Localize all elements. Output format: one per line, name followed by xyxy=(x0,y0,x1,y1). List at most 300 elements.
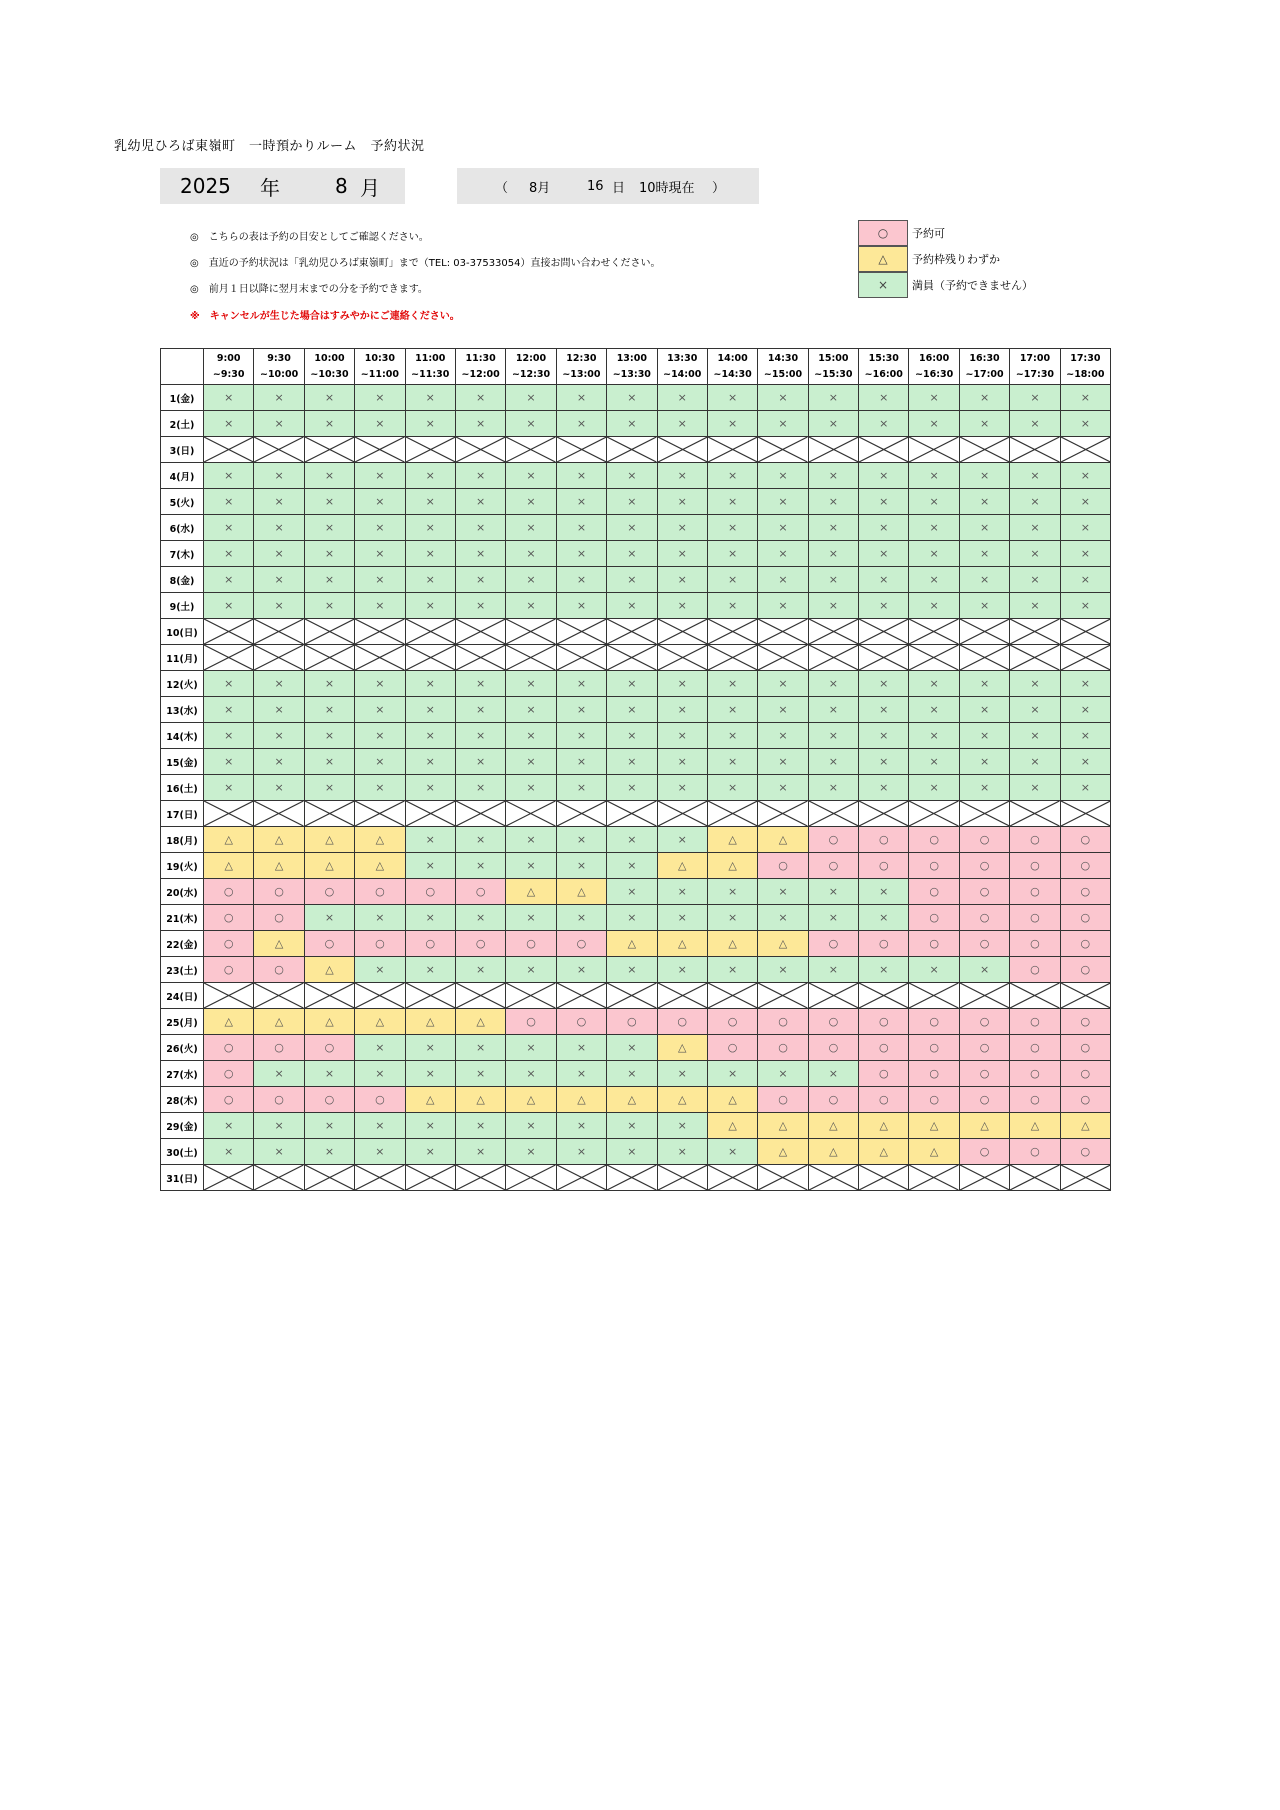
status-cell: × xyxy=(1060,775,1110,801)
day-label: 9(土) xyxy=(161,593,204,619)
status-cell: × xyxy=(707,1061,757,1087)
status-cell: × xyxy=(1060,723,1110,749)
closed-cell xyxy=(405,645,455,671)
status-cell: × xyxy=(909,567,959,593)
status-cell: × xyxy=(859,905,909,931)
status-cell: △ xyxy=(506,1087,556,1113)
status-cell: × xyxy=(355,905,405,931)
status-cell: ○ xyxy=(909,827,959,853)
status-cell: × xyxy=(859,593,909,619)
status-cell: × xyxy=(506,1035,556,1061)
status-cell: × xyxy=(455,905,505,931)
status-cell: × xyxy=(657,1061,707,1087)
closed-cross-icon xyxy=(859,1165,908,1190)
status-cell: × xyxy=(204,1139,254,1165)
as-of-time: 10時現在 xyxy=(639,180,695,196)
status-cell: × xyxy=(455,671,505,697)
status-cell: ○ xyxy=(859,853,909,879)
status-cell: × xyxy=(455,723,505,749)
closed-cell xyxy=(909,437,959,463)
status-cell: × xyxy=(808,671,858,697)
reservation-table xyxy=(160,348,1111,1191)
status-cell: × xyxy=(1060,541,1110,567)
status-cell: × xyxy=(405,567,455,593)
status-cell: × xyxy=(859,697,909,723)
closed-cell xyxy=(707,1165,757,1191)
table-row xyxy=(161,515,1111,541)
day-label: 17(日) xyxy=(161,801,204,827)
closed-cross-icon xyxy=(254,1165,303,1190)
status-cell: × xyxy=(707,411,757,437)
status-cell: × xyxy=(707,879,757,905)
status-cell: × xyxy=(657,905,707,931)
status-cell: × xyxy=(304,1113,354,1139)
status-cell: × xyxy=(707,749,757,775)
closed-cross-icon xyxy=(658,1165,707,1190)
page-title: 乳幼児ひろば東嶺町 一時預かりルーム 予約状況 xyxy=(114,139,425,154)
status-cell: × xyxy=(556,515,606,541)
status-cell: △ xyxy=(758,1139,808,1165)
status-cell: ○ xyxy=(1010,905,1060,931)
status-cell: × xyxy=(254,541,304,567)
closed-cell xyxy=(355,1165,405,1191)
status-cell: × xyxy=(304,671,354,697)
closed-cross-icon xyxy=(355,619,404,644)
status-cell: ○ xyxy=(808,1009,858,1035)
closed-cross-icon xyxy=(960,437,1009,462)
status-cell: × xyxy=(556,957,606,983)
closed-cell xyxy=(304,619,354,645)
status-cell: × xyxy=(758,775,808,801)
status-cell: × xyxy=(455,541,505,567)
day-label: 18(月) xyxy=(161,827,204,853)
status-cell: ○ xyxy=(1060,931,1110,957)
status-cell: × xyxy=(304,723,354,749)
status-cell: ○ xyxy=(506,1009,556,1035)
closed-cell xyxy=(204,645,254,671)
status-cell: △ xyxy=(506,879,556,905)
status-cell: ○ xyxy=(1010,827,1060,853)
status-cell: △ xyxy=(304,1009,354,1035)
slot-start: 12:00 xyxy=(515,352,547,364)
status-cell: × xyxy=(959,515,1009,541)
status-cell: × xyxy=(556,567,606,593)
status-cell: × xyxy=(909,515,959,541)
status-cell: ○ xyxy=(959,905,1009,931)
status-cell: × xyxy=(506,723,556,749)
closed-cross-icon xyxy=(557,645,606,670)
slot-end: ~17:00 xyxy=(965,368,1004,380)
closed-cell xyxy=(859,619,909,645)
status-cell: × xyxy=(506,957,556,983)
status-cell: △ xyxy=(707,1087,757,1113)
status-cell: × xyxy=(959,749,1009,775)
status-cell: ○ xyxy=(959,1009,1009,1035)
closed-cross-icon xyxy=(406,801,455,826)
closed-cell xyxy=(405,437,455,463)
status-cell: × xyxy=(355,697,405,723)
status-cell: × xyxy=(506,905,556,931)
closed-cell xyxy=(808,619,858,645)
closed-cross-icon xyxy=(204,645,253,670)
status-cell: × xyxy=(959,463,1009,489)
table-row xyxy=(161,957,1111,983)
status-cell: × xyxy=(455,385,505,411)
closed-cell xyxy=(254,645,304,671)
status-cell: ○ xyxy=(1010,879,1060,905)
closed-cross-icon xyxy=(658,619,707,644)
table-row xyxy=(161,983,1111,1009)
status-cell: × xyxy=(808,1061,858,1087)
status-cell: ○ xyxy=(304,879,354,905)
status-cell: △ xyxy=(1010,1113,1060,1139)
status-cell: ○ xyxy=(909,1087,959,1113)
slot-start: 12:30 xyxy=(566,352,597,364)
day-label: 26(火) xyxy=(161,1035,204,1061)
status-cell: ○ xyxy=(1060,957,1110,983)
legend-label-few: 予約枠残りわずか xyxy=(912,253,1000,266)
closed-cell xyxy=(607,645,657,671)
status-cell: △ xyxy=(304,827,354,853)
status-cell: × xyxy=(355,1139,405,1165)
closed-cross-icon xyxy=(909,619,958,644)
status-cell: × xyxy=(909,957,959,983)
status-cell: △ xyxy=(355,827,405,853)
status-cell: × xyxy=(1010,749,1060,775)
day-label: 14(木) xyxy=(161,723,204,749)
status-cell: △ xyxy=(204,1009,254,1035)
status-cell: × xyxy=(556,411,606,437)
day-label: 10(日) xyxy=(161,619,204,645)
status-cell: × xyxy=(859,879,909,905)
status-cell: × xyxy=(355,515,405,541)
status-cell: × xyxy=(204,411,254,437)
closed-cell xyxy=(707,801,757,827)
status-cell: × xyxy=(657,879,707,905)
status-cell: × xyxy=(405,749,455,775)
closed-cell xyxy=(607,801,657,827)
closed-cross-icon xyxy=(708,619,757,644)
slot-header xyxy=(657,349,707,385)
status-cell: × xyxy=(657,567,707,593)
closed-cross-icon xyxy=(204,1165,253,1190)
status-cell: × xyxy=(405,827,455,853)
status-cell: × xyxy=(556,697,606,723)
status-cell: × xyxy=(959,593,1009,619)
status-cell: △ xyxy=(758,931,808,957)
status-cell: × xyxy=(254,671,304,697)
closed-cell xyxy=(304,645,354,671)
status-cell: ○ xyxy=(1060,905,1110,931)
status-cell: × xyxy=(859,957,909,983)
status-cell: × xyxy=(707,567,757,593)
status-cell: ○ xyxy=(1010,957,1060,983)
status-cell: × xyxy=(405,593,455,619)
closed-cross-icon xyxy=(506,619,555,644)
status-cell: ○ xyxy=(455,931,505,957)
closed-cell xyxy=(506,983,556,1009)
status-cell: × xyxy=(556,541,606,567)
slot-start: 15:00 xyxy=(818,352,849,364)
status-cell: △ xyxy=(405,1087,455,1113)
status-cell: × xyxy=(254,1061,304,1087)
status-cell: × xyxy=(355,593,405,619)
status-cell: × xyxy=(506,411,556,437)
closed-cross-icon xyxy=(758,983,807,1008)
closed-cross-icon xyxy=(254,619,303,644)
closed-cell xyxy=(506,1165,556,1191)
status-cell: ○ xyxy=(254,1087,304,1113)
status-cell: × xyxy=(1060,463,1110,489)
status-cell: ○ xyxy=(1060,1061,1110,1087)
status-cell: ○ xyxy=(859,1061,909,1087)
closed-cross-icon xyxy=(406,645,455,670)
closed-cross-icon xyxy=(960,1165,1009,1190)
closed-cross-icon xyxy=(859,619,908,644)
status-cell: ○ xyxy=(959,1139,1009,1165)
status-cell: △ xyxy=(657,931,707,957)
status-cell: × xyxy=(304,775,354,801)
status-cell: × xyxy=(405,385,455,411)
status-cell: × xyxy=(355,463,405,489)
status-cell: × xyxy=(405,905,455,931)
status-cell: × xyxy=(859,411,909,437)
closed-cross-icon xyxy=(809,1165,858,1190)
status-cell: × xyxy=(959,671,1009,697)
closed-cross-icon xyxy=(607,645,656,670)
status-cell: × xyxy=(1060,697,1110,723)
status-cell: × xyxy=(455,567,505,593)
status-cell: × xyxy=(758,515,808,541)
status-cell: × xyxy=(455,749,505,775)
table-row xyxy=(161,645,1111,671)
status-cell: × xyxy=(1060,671,1110,697)
slot-header xyxy=(607,349,657,385)
slot-end: ~12:30 xyxy=(511,368,551,380)
closed-cell xyxy=(254,801,304,827)
closed-cross-icon xyxy=(254,645,303,670)
status-cell: × xyxy=(657,411,707,437)
status-cell: × xyxy=(355,671,405,697)
status-cell: × xyxy=(808,957,858,983)
closed-cross-icon xyxy=(658,437,707,462)
closed-cell xyxy=(304,437,354,463)
status-cell: × xyxy=(556,853,606,879)
status-cell: △ xyxy=(304,957,354,983)
status-cell: × xyxy=(859,749,909,775)
status-cell: × xyxy=(455,463,505,489)
status-cell: △ xyxy=(707,853,757,879)
day-label: 21(木) xyxy=(161,905,204,931)
status-cell: × xyxy=(355,749,405,775)
status-cell: × xyxy=(304,905,354,931)
closed-cell xyxy=(607,619,657,645)
status-cell: ○ xyxy=(204,931,254,957)
status-cell: × xyxy=(859,567,909,593)
status-cell: × xyxy=(556,463,606,489)
status-cell: △ xyxy=(758,827,808,853)
closed-cross-icon xyxy=(859,983,908,1008)
status-cell: × xyxy=(405,1139,455,1165)
day-label: 22(金) xyxy=(161,931,204,957)
status-cell: ○ xyxy=(355,1087,405,1113)
status-cell: × xyxy=(304,1139,354,1165)
slot-header xyxy=(1010,349,1060,385)
status-cell: ○ xyxy=(355,879,405,905)
closed-cell xyxy=(556,801,606,827)
closed-cross-icon xyxy=(506,645,555,670)
status-cell: ○ xyxy=(1010,1061,1060,1087)
status-cell: ○ xyxy=(455,879,505,905)
status-cell: △ xyxy=(607,1087,657,1113)
month-unit: 月 xyxy=(360,175,380,200)
slot-start: 16:30 xyxy=(969,352,1000,364)
table-row xyxy=(161,931,1111,957)
status-cell: × xyxy=(959,411,1009,437)
closed-cell xyxy=(556,1165,606,1191)
as-of-box xyxy=(457,168,759,204)
table-row xyxy=(161,619,1111,645)
slot-header xyxy=(304,349,354,385)
day-label: 31(日) xyxy=(161,1165,204,1191)
closed-cell xyxy=(455,801,505,827)
status-cell: × xyxy=(808,723,858,749)
status-cell: × xyxy=(355,411,405,437)
note-cancel-warning: ※ キャンセルが生じた場合はすみやかにご連絡ください。 xyxy=(190,311,460,322)
status-cell: × xyxy=(506,671,556,697)
status-cell: △ xyxy=(707,1113,757,1139)
status-cell: × xyxy=(556,905,606,931)
status-cell: × xyxy=(405,541,455,567)
status-cell: × xyxy=(607,1139,657,1165)
status-cell: × xyxy=(405,515,455,541)
status-cell: × xyxy=(607,489,657,515)
status-cell: × xyxy=(304,593,354,619)
closed-cell xyxy=(758,1165,808,1191)
closed-cell xyxy=(758,645,808,671)
status-cell: × xyxy=(607,749,657,775)
status-cell: × xyxy=(556,489,606,515)
day-label: 5(火) xyxy=(161,489,204,515)
day-label: 24(日) xyxy=(161,983,204,1009)
closed-cell xyxy=(959,983,1009,1009)
slot-header xyxy=(556,349,606,385)
closed-cross-icon xyxy=(859,645,908,670)
status-cell: △ xyxy=(455,1087,505,1113)
closed-cross-icon xyxy=(456,645,505,670)
status-cell: × xyxy=(657,489,707,515)
status-cell: ○ xyxy=(1060,1009,1110,1035)
status-cell: × xyxy=(909,593,959,619)
status-cell: × xyxy=(204,697,254,723)
status-cell: ○ xyxy=(1010,1139,1060,1165)
status-cell: × xyxy=(808,593,858,619)
closed-cell xyxy=(707,619,757,645)
status-cell: ○ xyxy=(204,1061,254,1087)
status-cell: ○ xyxy=(808,827,858,853)
closed-cell xyxy=(506,645,556,671)
closed-cell xyxy=(909,619,959,645)
status-cell: △ xyxy=(455,1009,505,1035)
closed-cell xyxy=(909,983,959,1009)
closed-cell xyxy=(204,437,254,463)
table-row xyxy=(161,671,1111,697)
status-cell: × xyxy=(304,749,354,775)
closed-cell xyxy=(808,437,858,463)
status-cell: × xyxy=(607,827,657,853)
status-cell: × xyxy=(657,593,707,619)
closed-cross-icon xyxy=(809,437,858,462)
closed-cross-icon xyxy=(859,437,908,462)
status-cell: ○ xyxy=(556,1009,606,1035)
closed-cross-icon xyxy=(607,437,656,462)
status-cell: × xyxy=(455,1139,505,1165)
status-cell: × xyxy=(254,567,304,593)
status-cell: × xyxy=(959,775,1009,801)
closed-cross-icon xyxy=(607,619,656,644)
closed-cross-icon xyxy=(708,801,757,826)
as-of-open: （ xyxy=(495,180,509,196)
status-cell: × xyxy=(657,957,707,983)
slot-end: ~15:30 xyxy=(814,368,853,380)
status-cell: × xyxy=(1060,567,1110,593)
closed-cell xyxy=(304,983,354,1009)
status-cell: × xyxy=(304,463,354,489)
status-cell: × xyxy=(355,567,405,593)
closed-cell xyxy=(859,983,909,1009)
status-cell: × xyxy=(959,567,1009,593)
closed-cell xyxy=(959,619,1009,645)
status-cell: × xyxy=(607,541,657,567)
closed-cross-icon xyxy=(758,619,807,644)
status-cell: × xyxy=(405,1061,455,1087)
slot-header xyxy=(355,349,405,385)
closed-cross-icon xyxy=(1061,437,1110,462)
closed-cell xyxy=(506,437,556,463)
status-cell: × xyxy=(607,1113,657,1139)
status-cell: × xyxy=(607,905,657,931)
status-cell: × xyxy=(1060,749,1110,775)
status-cell: × xyxy=(506,515,556,541)
status-cell: × xyxy=(1010,775,1060,801)
status-cell: × xyxy=(859,463,909,489)
closed-cell xyxy=(455,645,505,671)
status-cell: × xyxy=(758,671,808,697)
closed-cell xyxy=(808,801,858,827)
closed-cross-icon xyxy=(506,437,555,462)
table-row xyxy=(161,853,1111,879)
status-cell: × xyxy=(859,671,909,697)
status-cell: × xyxy=(707,671,757,697)
closed-cross-icon xyxy=(708,1165,757,1190)
closed-cell xyxy=(758,983,808,1009)
status-cell: × xyxy=(758,905,808,931)
closed-cross-icon xyxy=(909,983,958,1008)
status-cell: ○ xyxy=(959,931,1009,957)
closed-cell xyxy=(758,437,808,463)
slot-header xyxy=(455,349,505,385)
closed-cross-icon xyxy=(607,801,656,826)
status-cell: × xyxy=(607,723,657,749)
status-cell: × xyxy=(607,775,657,801)
status-cell: × xyxy=(657,463,707,489)
status-cell: × xyxy=(758,723,808,749)
slot-end: ~18:00 xyxy=(1066,368,1105,380)
status-cell: × xyxy=(859,723,909,749)
status-cell: × xyxy=(1060,489,1110,515)
closed-cross-icon xyxy=(909,801,958,826)
closed-cell xyxy=(909,801,959,827)
